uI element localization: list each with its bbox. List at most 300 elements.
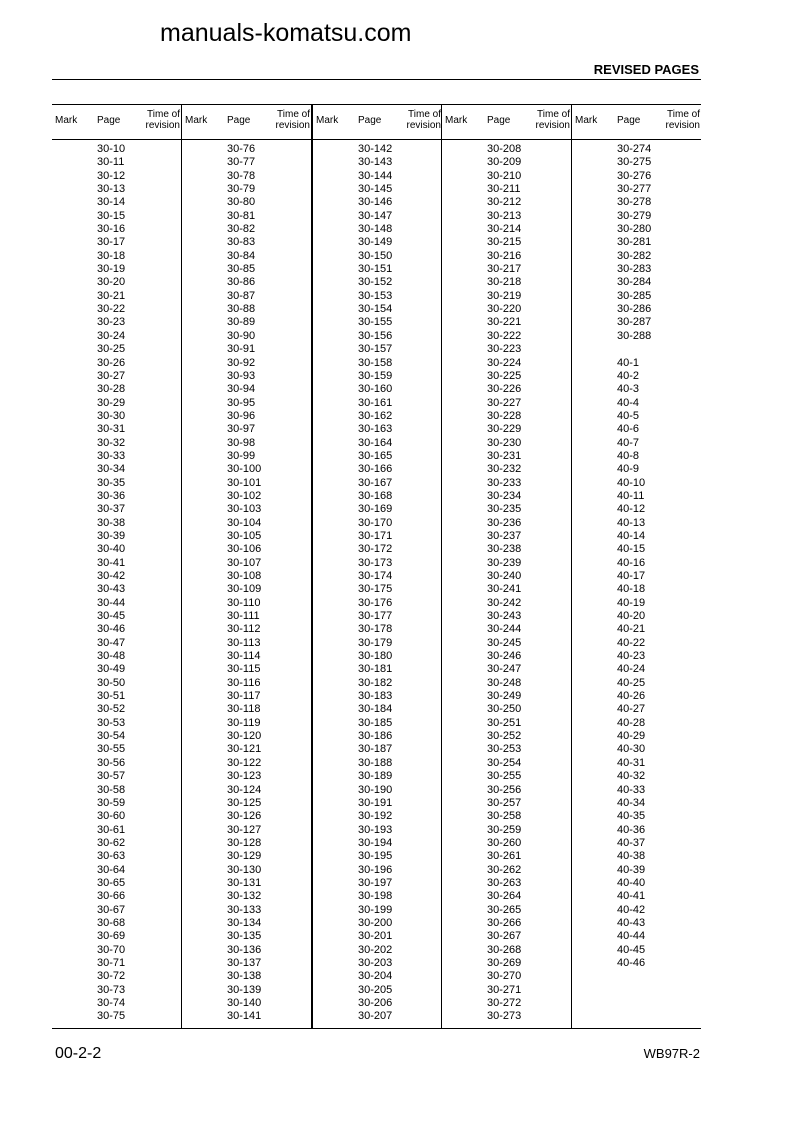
page-entry: 30-75 [97,1010,126,1023]
page-entry: 30-11 [97,156,125,169]
page-entry: 30-225 [487,369,522,382]
page-entry: 40-13 [617,516,646,529]
page-entry: 30-174 [358,570,393,582]
page-entry: 30-51 [97,690,126,703]
page-entry: 30-198 [358,890,393,903]
header-page: Page [487,115,511,126]
page-entry: 30-226 [487,383,522,396]
page-entry: 30-26 [97,356,126,369]
page-entry: 30-125 [227,796,262,809]
page-entry: 30-49 [97,663,126,676]
page-entry: 30-151 [358,263,393,276]
page-entry: 30-120 [227,730,262,743]
page-entry: 30-109 [227,583,262,596]
table-column-group [441,105,572,1028]
page-entry: 40-9 [617,463,640,476]
page-entry: 30-236 [487,516,522,529]
page-entry: 30-135 [227,930,262,943]
header-mark: Mark [55,115,78,126]
page-entry: 30-231 [487,449,522,462]
page-entry: 30-61 [97,823,126,836]
page-entry: 30-181 [358,663,393,676]
page-entry: 30-115 [227,663,261,676]
page-entry: 30-42 [97,570,126,582]
page-entry: 30-180 [358,650,393,663]
page-entry: 30-138 [227,970,262,983]
page-entry: 30-173 [358,556,393,569]
page-entry: 30-191 [358,796,393,809]
page-entry: 30-40 [97,543,126,556]
page-entry: 30-126 [227,810,262,823]
page-entry: 30-223 [487,343,522,356]
page-entry: 30-133 [227,903,262,916]
page-entry: 30-121 [227,743,262,756]
page-entry: 40-17 [617,570,646,582]
page-entry: 30-222 [487,329,522,342]
page-entry: 40-33 [617,783,646,796]
page-entry: 30-90 [227,329,256,342]
page-entry: 30-70 [97,943,126,956]
page-entry: 30-176 [358,596,393,609]
page-entry: 40-5 [617,409,640,422]
page-entry: 30-212 [487,196,522,209]
page-entry: 30-233 [487,476,522,489]
page-entry: 30-168 [358,489,393,502]
page-entry: 30-215 [487,236,522,249]
page-entry: 30-246 [487,650,522,663]
page-entry: 30-192 [358,810,393,823]
page-entry: 30-50 [97,676,126,689]
header-mark: Mark [316,115,339,126]
page-list [97,143,125,1024]
page-entry: 30-283 [617,263,652,276]
page-entry: 40-6 [617,423,640,436]
page-entry: 40-45 [617,943,646,956]
page-entry: 30-68 [97,916,126,929]
page-entry: 30-218 [487,276,522,289]
page-entry: 40-3 [617,383,640,396]
page-entry: 40-34 [617,796,646,809]
page-entry: 30-38 [97,516,126,529]
page-entry: 30-98 [227,436,256,449]
page-entry: 30-123 [227,770,262,783]
page-entry: 30-131 [227,876,262,889]
page-entry: 30-243 [487,610,522,623]
page-entry [617,343,651,356]
page-entry: 30-177 [358,610,393,623]
page-entry: 30-20 [97,276,126,289]
page-entry: 30-10 [97,143,126,155]
page-entry: 40-19 [617,596,646,609]
page-entry: 30-208 [487,143,522,155]
page-entry: 30-94 [227,383,256,396]
page-entry: 30-152 [358,276,393,289]
page-entry: 30-27 [97,369,126,382]
table-column-group [52,105,182,1028]
page-entry: 30-196 [358,863,393,876]
page-entry: 30-43 [97,583,126,596]
page-entry: 30-76 [227,143,256,155]
page-entry: 40-29 [617,730,646,743]
page-entry: 30-187 [358,743,393,756]
page-entry: 30-141 [227,1010,262,1023]
page-entry: 30-232 [487,463,522,476]
page-entry: 30-129 [227,850,262,863]
header-mark: Mark [445,115,468,126]
table-column-group [181,105,312,1028]
header-time-label: Time of revision [145,109,180,131]
page-entry: 30-195 [358,850,393,863]
page-entry: 30-190 [358,783,393,796]
page-entry: 30-18 [97,249,126,262]
page-entry: 30-118 [227,703,261,716]
page-entry: 30-111 [227,610,260,623]
page-entry: 30-52 [97,703,126,716]
page-entry: 30-261 [487,850,522,863]
page-entry: 30-172 [358,543,393,556]
page-entry: 30-271 [487,983,522,996]
page-entry: 30-238 [487,543,522,556]
page-entry: 30-65 [97,876,126,889]
page-entry: 30-272 [487,997,522,1009]
page-entry: 30-240 [487,570,522,582]
page-entry: 30-78 [227,169,256,182]
page-entry: 30-278 [617,196,652,209]
page-entry: 30-182 [358,676,393,689]
page-entry: 30-262 [487,863,522,876]
page-entry: 30-153 [358,289,393,302]
page-entry: 30-204 [358,970,393,983]
page-entry: 30-276 [617,169,652,182]
page-entry: 30-60 [97,810,126,823]
header-time-label: Time of revision [406,109,441,131]
page-entry: 30-188 [358,756,393,769]
page-entry: 30-30 [97,409,126,422]
page-entry: 30-55 [97,743,126,756]
page-entry: 30-275 [617,156,652,169]
header-time-label: Time of revision [275,109,310,131]
page-entry: 40-2 [617,369,640,382]
header-rule [52,79,701,80]
page-entry: 30-35 [97,476,126,489]
page-entry: 30-33 [97,449,126,462]
page-entry: 40-28 [617,716,646,729]
page-number: 00-2-2 [55,1045,102,1062]
page-entry: 30-162 [358,409,393,422]
page-entry: 30-77 [227,156,256,169]
page-entry: 30-127 [227,823,262,836]
page-entry: 30-92 [227,356,256,369]
page-entry: 30-219 [487,289,522,302]
header-page: Page [97,115,121,126]
page-entry: 30-108 [227,570,262,582]
page-entry: 30-105 [227,529,262,542]
page-entry: 30-156 [358,329,393,342]
page-entry: 30-21 [97,289,126,302]
header-time-label: Time of revision [665,109,700,131]
page-entry: 40-11 [617,489,645,502]
page-entry: 30-160 [358,383,393,396]
page-entry: 30-213 [487,209,522,222]
page-entry: 30-184 [358,703,393,716]
page-entry: 30-254 [487,756,522,769]
page-entry: 30-245 [487,636,522,649]
page-entry: 30-13 [97,183,126,196]
page-entry: 30-62 [97,836,126,849]
page-entry: 30-95 [227,396,256,409]
page-entry: 30-186 [358,730,393,743]
page-entry: 30-205 [358,983,393,996]
page-entry: 40-44 [617,930,646,943]
page-entry: 30-175 [358,583,393,596]
page-entry: 30-134 [227,916,262,929]
page-entry: 30-229 [487,423,522,436]
page-entry: 30-267 [487,930,522,943]
page-entry: 30-154 [358,303,393,316]
page-entry: 30-116 [227,676,261,689]
page-entry: 30-159 [358,369,393,382]
page-entry: 30-19 [97,263,126,276]
page-entry: 30-183 [358,690,393,703]
page-entry: 30-56 [97,756,126,769]
page-entry: 30-81 [227,209,256,222]
page-entry: 30-185 [358,716,393,729]
page-entry: 30-161 [358,396,393,409]
page-entry: 40-14 [617,529,646,542]
page-entry: 30-257 [487,796,522,809]
page-entry: 30-17 [97,236,126,249]
page-entry: 30-210 [487,169,522,182]
page-entry: 30-24 [97,329,126,342]
page-entry: 30-89 [227,316,256,329]
page-entry: 40-24 [617,663,646,676]
page-entry: 30-117 [227,690,261,703]
page-entry: 30-145 [358,183,393,196]
page-entry: 30-201 [358,930,393,943]
page-entry: 30-237 [487,529,522,542]
page-entry: 30-110 [227,596,261,609]
page-entry: 40-15 [617,543,646,556]
header-mark: Mark [575,115,598,126]
page-entry: 30-224 [487,356,522,369]
page-entry: 40-38 [617,850,646,863]
page-entry: 30-163 [358,423,393,436]
page-entry: 40-20 [617,610,646,623]
page-entry: 40-21 [617,623,646,636]
page-entry: 30-263 [487,876,522,889]
page-entry: 30-282 [617,249,652,262]
page-entry: 30-288 [617,329,652,342]
page-entry: 30-164 [358,436,393,449]
page-entry: 30-82 [227,223,256,236]
page-entry: 30-53 [97,716,126,729]
page-entry: 30-279 [617,209,652,222]
header-page: Page [358,115,382,126]
page-entry: 30-264 [487,890,522,903]
page-entry: 30-227 [487,396,522,409]
page-entry: 30-179 [358,636,393,649]
page-entry: 30-67 [97,903,126,916]
watermark: manuals-komatsu.com [160,19,412,47]
page-entry: 30-221 [487,316,522,329]
page-entry: 30-86 [227,276,256,289]
page-entry: 40-36 [617,823,646,836]
page-entry: 30-32 [97,436,126,449]
page-entry: 30-235 [487,503,522,516]
page-entry: 30-148 [358,223,393,236]
page-entry: 30-73 [97,983,126,996]
page-entry: 30-217 [487,263,522,276]
page-entry: 40-18 [617,583,646,596]
page-entry: 30-250 [487,703,522,716]
page-entry: 30-270 [487,970,522,983]
page-entry: 30-140 [227,997,262,1009]
page-entry: 30-277 [617,183,652,196]
page-entry: 30-251 [487,716,522,729]
page-entry: 30-247 [487,663,522,676]
header-time-of-revision [528,109,570,131]
page-entry: 30-268 [487,943,522,956]
page-entry: 30-64 [97,863,126,876]
page-entry: 40-26 [617,690,646,703]
page-entry: 40-7 [617,436,640,449]
page-entry: 30-107 [227,556,262,569]
page-entry: 30-37 [97,503,126,516]
header-page: Page [617,115,641,126]
page-entry: 30-214 [487,223,522,236]
page-entry: 30-14 [97,196,126,209]
page-entry: 30-66 [97,890,126,903]
page-entry: 30-146 [358,196,393,209]
page-entry: 30-130 [227,863,262,876]
page-entry: 30-71 [97,956,126,969]
page-entry: 30-47 [97,636,126,649]
page-entry: 30-41 [97,556,126,569]
page-entry: 30-58 [97,783,126,796]
page-entry: 30-211 [487,183,521,196]
page-entry: 30-269 [487,956,522,969]
page-entry: 30-54 [97,730,126,743]
page-entry: 30-171 [358,529,393,542]
page-entry: 30-34 [97,463,126,476]
page-entry: 30-84 [227,249,256,262]
page-entry: 30-260 [487,836,522,849]
page-entry: 30-200 [358,916,393,929]
page-entry: 30-69 [97,930,126,943]
page-entry: 30-46 [97,623,126,636]
page-entry: 30-57 [97,770,126,783]
page-entry: 40-22 [617,636,646,649]
page-entry: 30-106 [227,543,262,556]
page-entry: 30-28 [97,383,126,396]
page-entry: 30-87 [227,289,256,302]
page-entry: 30-287 [617,316,652,329]
page-entry: 30-25 [97,343,126,356]
page-entry: 30-273 [487,1010,522,1023]
page-entry: 30-101 [227,476,262,489]
table-column-group [311,105,443,1028]
page-entry: 40-42 [617,903,646,916]
page-entry: 30-255 [487,770,522,783]
page-entry: 40-41 [617,890,646,903]
page-entry: 30-170 [358,516,393,529]
page-entry: 30-103 [227,503,262,516]
page-entry: 30-284 [617,276,652,289]
page-entry: 30-144 [358,169,393,182]
page-entry: 30-241 [487,583,522,596]
page-entry: 30-88 [227,303,256,316]
page-entry: 30-59 [97,796,126,809]
revised-pages-table [52,104,701,1029]
page-entry: 30-12 [97,169,126,182]
page-entry: 40-43 [617,916,646,929]
page-entry: 40-12 [617,503,646,516]
header-time-of-revision [268,109,310,131]
page-entry: 30-194 [358,836,393,849]
page-entry: 30-258 [487,810,522,823]
page-entry: 30-165 [358,449,393,462]
page-entry: 30-280 [617,223,652,236]
page-list [358,143,392,1024]
page-entry: 30-169 [358,503,393,516]
page-entry: 30-16 [97,223,126,236]
page-entry: 30-252 [487,730,522,743]
header-time-of-revision [658,109,700,131]
page-entry: 40-30 [617,743,646,756]
page-entry: 30-39 [97,529,126,542]
page-entry: 30-83 [227,236,256,249]
page-entry: 30-137 [227,956,262,969]
header-time-of-revision [138,109,180,131]
page-entry: 30-178 [358,623,393,636]
page-entry: 30-45 [97,610,126,623]
page-entry: 40-46 [617,956,646,969]
page-entry: 30-124 [227,783,262,796]
page-entry: 30-48 [97,650,126,663]
page-entry: 30-44 [97,596,126,609]
page-entry: 30-31 [97,423,126,436]
page-entry: 30-85 [227,263,256,276]
page-entry: 30-259 [487,823,522,836]
page-entry: 30-189 [358,770,393,783]
header-time-label: Time of revision [535,109,570,131]
page-entry: 30-104 [227,516,262,529]
page-entry: 30-136 [227,943,262,956]
page-entry: 30-199 [358,903,393,916]
page-entry: 30-96 [227,409,256,422]
page-entry: 30-80 [227,196,256,209]
page-entry: 30-253 [487,743,522,756]
header-page: Page [227,115,251,126]
page-entry: 30-22 [97,303,126,316]
page-entry: 30-139 [227,983,262,996]
page-entry: 30-114 [227,650,261,663]
page-title: REVISED PAGES [593,62,699,77]
page-entry: 40-35 [617,810,646,823]
page-entry: 30-36 [97,489,126,502]
header-time-of-revision [399,109,441,131]
page-entry: 40-1 [617,356,640,369]
page-entry: 30-206 [358,997,393,1009]
page-entry: 30-155 [358,316,393,329]
page-entry: 30-29 [97,396,126,409]
page-entry: 30-23 [97,316,126,329]
page-entry: 40-39 [617,863,646,876]
page-entry: 30-74 [97,997,126,1009]
page-entry: 30-158 [358,356,393,369]
page-entry: 30-209 [487,156,522,169]
page-entry: 30-166 [358,463,393,476]
